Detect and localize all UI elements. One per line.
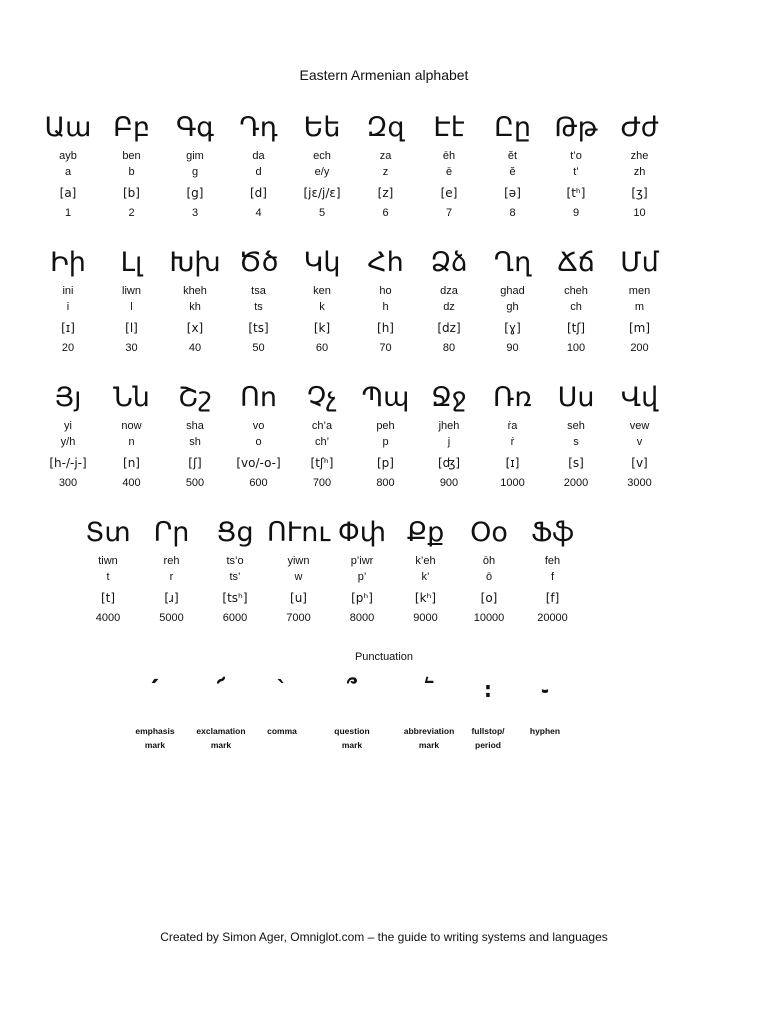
letter-name: vew: [629, 420, 650, 432]
letter-name: vo: [252, 420, 265, 432]
letter-name: dza: [440, 285, 458, 297]
letter-name: za: [379, 150, 392, 162]
punctuation-glyph: ՛: [151, 678, 159, 703]
letter-transliteration: n: [128, 436, 135, 448]
letter-ipa: [a]: [59, 186, 77, 200]
letter-glyph: Ժժ: [620, 112, 659, 143]
letter-numeric-value: 70: [379, 342, 392, 354]
letter-cell: [595, 110, 685, 221]
letter-glyph: Բբ: [113, 112, 150, 143]
letter-glyph: Կկ: [303, 247, 341, 278]
letter-transliteration: r: [169, 571, 174, 583]
letter-ipa: [tʰ]: [566, 186, 586, 200]
letter-transliteration: y/h: [60, 436, 76, 448]
letter-ipa: [vo/-o-]: [236, 456, 281, 470]
letter-ipa: [z]: [377, 186, 394, 200]
letter-transliteration: d: [255, 166, 262, 178]
letter-transliteration: t: [106, 571, 110, 583]
letter-transliteration: g: [191, 166, 199, 178]
letter-numeric-value: 7: [445, 207, 453, 219]
letter-numeric-value: 80: [442, 342, 456, 354]
letter-numeric-value: 30: [125, 342, 138, 354]
letter-glyph: Իի: [50, 247, 86, 278]
letter-ipa: [dz]: [437, 321, 461, 335]
letter-transliteration: t’: [573, 166, 579, 178]
letter-ipa: [f]: [545, 591, 560, 605]
letter-glyph: Ղղ: [493, 247, 532, 278]
letter-ipa: [m]: [628, 321, 651, 335]
letter-ipa: [h-/-j-]: [49, 456, 87, 470]
letter-numeric-value: 10000: [473, 612, 505, 624]
letter-ipa: [s]: [568, 456, 584, 470]
letter-numeric-value: 9000: [413, 612, 438, 624]
letter-cell: [508, 515, 598, 626]
letter-numeric-value: 1000: [500, 477, 525, 489]
letter-glyph: Աա: [44, 112, 92, 143]
letter-numeric-value: 5: [318, 207, 326, 219]
letter-numeric-value: 8000: [349, 612, 375, 624]
letter-cell: [595, 380, 685, 491]
letter-transliteration: ts’: [229, 571, 241, 583]
letter-transliteration: ē: [445, 166, 453, 178]
letter-numeric-value: 100: [566, 342, 586, 354]
letter-ipa: [pʰ]: [351, 591, 373, 605]
letter-numeric-value: 4000: [95, 612, 121, 624]
letter-name: tiwn: [98, 555, 118, 567]
letter-name: men: [628, 285, 651, 297]
letter-numeric-value: 3: [191, 207, 199, 219]
letter-transliteration: zh: [633, 166, 646, 178]
letter-glyph: Ռռ: [493, 382, 532, 413]
letter-numeric-value: 20000: [537, 612, 568, 624]
letter-name: ech: [313, 150, 331, 162]
letter-glyph: Ձձ: [430, 247, 468, 278]
letter-glyph: Շշ: [178, 382, 212, 413]
punctuation-label: fullstop/ period: [471, 726, 505, 750]
letter-name: t’o: [570, 150, 582, 162]
letter-glyph: Պպ: [361, 382, 410, 413]
letter-numeric-value: 5000: [159, 612, 184, 624]
letter-ipa: [tsʰ]: [222, 591, 248, 605]
letter-glyph: Թթ: [554, 112, 598, 143]
letter-transliteration: ch: [570, 301, 582, 313]
letter-numeric-value: 10: [633, 207, 646, 219]
letter-glyph: Ոո: [240, 382, 277, 413]
punctuation-glyph: ՜: [216, 678, 226, 703]
letter-glyph: Խխ: [169, 247, 221, 278]
letter-ipa: [tʃ]: [566, 321, 586, 335]
footer-credit: Created by Simon Ager, Omniglot.com – the guide to writing systems and languages: [160, 930, 608, 944]
letter-name: ben: [122, 150, 141, 162]
letter-name: gim: [186, 150, 204, 162]
letter-ipa: [u]: [290, 591, 307, 605]
letter-ipa: [l]: [125, 321, 138, 335]
letter-transliteration: ch’: [314, 436, 330, 448]
letter-glyph: Յյ: [54, 382, 82, 413]
letter-ipa: [h]: [377, 321, 394, 335]
letter-glyph: Ֆֆ: [530, 517, 575, 548]
letter-glyph: Ճճ: [557, 247, 595, 278]
letter-numeric-value: 1: [64, 207, 72, 219]
letter-ipa: [k]: [313, 321, 331, 335]
letter-name: ts’o: [226, 555, 244, 567]
letter-name: ghad: [500, 285, 525, 297]
letter-numeric-value: 3000: [627, 477, 652, 489]
letter-ipa: [n]: [123, 456, 140, 470]
letter-ipa: [ʒ]: [631, 186, 648, 200]
letter-glyph: Դդ: [239, 112, 278, 143]
letter-transliteration: i: [66, 301, 70, 313]
letter-glyph: Գգ: [175, 112, 215, 143]
punctuation-label: emphasis mark: [135, 726, 175, 750]
letter-transliteration: kh: [189, 301, 201, 313]
letter-numeric-value: 6: [382, 207, 389, 219]
punctuation-glyph: `: [276, 678, 288, 703]
letter-ipa: [jɛ/j/ɛ]: [303, 186, 341, 200]
letter-transliteration: v: [636, 436, 643, 448]
letter-ipa: [tʃʰ]: [310, 456, 334, 470]
letter-ipa: [ʃ]: [188, 456, 202, 470]
letter-transliteration: f: [550, 571, 555, 583]
letter-name: ayb: [59, 150, 77, 162]
letter-transliteration: p’: [357, 571, 367, 583]
letter-ipa: [t]: [100, 591, 116, 605]
letter-ipa: [g]: [186, 186, 204, 200]
letter-glyph: Մմ: [620, 247, 659, 278]
letter-glyph: Փփ: [337, 517, 387, 548]
letter-name: seh: [567, 420, 585, 432]
letter-transliteration: dz: [443, 301, 455, 313]
letter-transliteration: ṙ: [510, 436, 515, 448]
punctuation-glyph: ֊: [540, 678, 550, 703]
letter-numeric-value: 700: [312, 477, 332, 489]
punctuation-label: comma: [267, 726, 297, 736]
letter-transliteration: ĕ: [509, 166, 516, 178]
letter-transliteration: ō: [485, 571, 493, 583]
letter-transliteration: p: [382, 436, 389, 448]
letter-glyph: Սս: [557, 382, 595, 413]
letter-numeric-value: 8: [509, 207, 516, 219]
letter-numeric-value: 200: [630, 342, 649, 354]
letter-glyph: Լլ: [120, 247, 143, 278]
letter-glyph: Ըը: [494, 112, 531, 143]
letter-transliteration: k: [319, 301, 325, 313]
letter-name: ēh: [442, 150, 456, 162]
letter-ipa: [d]: [250, 186, 267, 200]
punctuation-cell: [242, 668, 322, 738]
letter-ipa: [ts]: [248, 321, 269, 335]
letter-numeric-value: 2000: [563, 477, 589, 489]
letter-ipa: [p]: [377, 456, 394, 470]
letter-ipa: [v]: [631, 456, 648, 470]
letter-glyph: Զզ: [366, 112, 405, 143]
letter-numeric-value: 7000: [286, 612, 311, 624]
letter-name: feh: [544, 555, 561, 567]
letter-transliteration: e/y: [314, 166, 330, 178]
letter-numeric-value: 600: [249, 477, 268, 489]
page-title: Eastern Armenian alphabet: [299, 67, 469, 83]
letter-numeric-value: 60: [315, 342, 329, 354]
letter-ipa: [ɣ]: [504, 321, 521, 335]
letter-transliteration: l: [130, 301, 133, 313]
punctuation-label: abbreviation mark: [403, 726, 455, 750]
letter-glyph: Օօ: [470, 517, 508, 548]
punctuation-label: question mark: [334, 726, 370, 750]
letter-name: liwn: [122, 285, 141, 297]
letter-cell: [595, 245, 685, 356]
letter-transliteration: m: [634, 301, 645, 313]
letter-numeric-value: 400: [122, 477, 141, 489]
letter-name: now: [121, 420, 142, 432]
letter-glyph: Վվ: [620, 382, 659, 413]
letter-name: da: [252, 150, 265, 162]
letter-name: k’eh: [415, 555, 436, 567]
punctuation-label: exclamation mark: [196, 726, 246, 750]
letter-name: jheh: [438, 420, 460, 432]
letter-ipa: [x]: [186, 321, 204, 335]
letter-glyph: Ցց: [216, 517, 254, 548]
letter-name: kheh: [183, 285, 207, 297]
letter-transliteration: w: [294, 571, 303, 583]
letter-ipa: [ʤ]: [437, 456, 461, 470]
punctuation-glyph: ՞: [346, 678, 358, 703]
letter-name: ho: [379, 285, 392, 297]
punctuation-heading: Punctuation: [354, 651, 414, 663]
letter-name: ken: [313, 285, 331, 297]
letter-numeric-value: 300: [58, 477, 78, 489]
letter-glyph: ՈՒու: [266, 517, 331, 548]
letter-transliteration: sh: [189, 436, 201, 448]
letter-name: peh: [376, 420, 395, 432]
letter-numeric-value: 9: [572, 207, 580, 219]
letter-numeric-value: 40: [188, 342, 202, 354]
letter-name: p’iwr: [350, 555, 374, 567]
letter-name: reh: [163, 555, 180, 567]
letter-numeric-value: 20: [61, 342, 75, 354]
letter-transliteration: o: [255, 436, 262, 448]
letter-name: ṙa: [507, 420, 518, 432]
letter-name: tsa: [251, 285, 266, 297]
letter-ipa: [ɪ]: [505, 456, 520, 470]
letter-ipa: [ɹ]: [164, 591, 179, 605]
letter-glyph: Ծծ: [238, 247, 279, 278]
letter-numeric-value: 90: [506, 342, 519, 354]
letter-numeric-value: 900: [439, 477, 459, 489]
letter-transliteration: z: [382, 166, 389, 178]
letter-numeric-value: 2: [128, 207, 135, 219]
letter-transliteration: k’: [421, 571, 430, 583]
letter-glyph: Հհ: [367, 247, 404, 278]
letter-glyph: Ջջ: [431, 382, 467, 413]
letter-transliteration: j: [447, 436, 451, 448]
letter-name: zhe: [630, 150, 649, 162]
letter-transliteration: gh: [506, 301, 519, 313]
punctuation-label: hyphen: [529, 726, 561, 736]
letter-transliteration: h: [382, 301, 389, 313]
letter-numeric-value: 500: [185, 477, 205, 489]
letter-name: yi: [64, 420, 72, 432]
letter-glyph: Նն: [113, 382, 150, 413]
letter-ipa: [b]: [123, 186, 140, 200]
letter-numeric-value: 50: [252, 342, 265, 354]
letter-ipa: [o]: [480, 591, 498, 605]
letter-glyph: Քք: [406, 517, 445, 548]
letter-glyph: Էէ: [433, 112, 465, 143]
punctuation-glyph: ։: [484, 678, 492, 703]
letter-glyph: Րր: [153, 517, 190, 548]
letter-ipa: [ə]: [504, 186, 521, 200]
letter-name: ch’a: [311, 420, 333, 432]
letter-numeric-value: 800: [376, 477, 395, 489]
letter-ipa: [e]: [440, 186, 458, 200]
letter-name: yiwn: [287, 555, 310, 567]
letter-name: sha: [186, 420, 204, 432]
letter-name: ini: [62, 285, 74, 297]
letter-numeric-value: 4: [255, 207, 262, 219]
punctuation-glyph: ՟: [423, 678, 435, 703]
letter-transliteration: a: [64, 166, 72, 178]
letter-ipa: [kʰ]: [414, 591, 437, 605]
letter-transliteration: ts: [254, 301, 263, 313]
letter-glyph: Եե: [303, 112, 341, 143]
punctuation-cell: [312, 668, 392, 752]
letter-glyph: Չչ: [306, 382, 338, 413]
letter-name: ĕt: [507, 150, 518, 162]
punctuation-cell: [505, 668, 585, 738]
letter-transliteration: b: [128, 166, 135, 178]
letter-name: ōh: [482, 555, 496, 567]
letter-ipa: [ɪ]: [61, 321, 75, 335]
letter-name: cheh: [564, 285, 588, 297]
letter-transliteration: s: [573, 436, 579, 448]
letter-numeric-value: 6000: [222, 612, 248, 624]
letter-glyph: Տտ: [85, 517, 131, 548]
